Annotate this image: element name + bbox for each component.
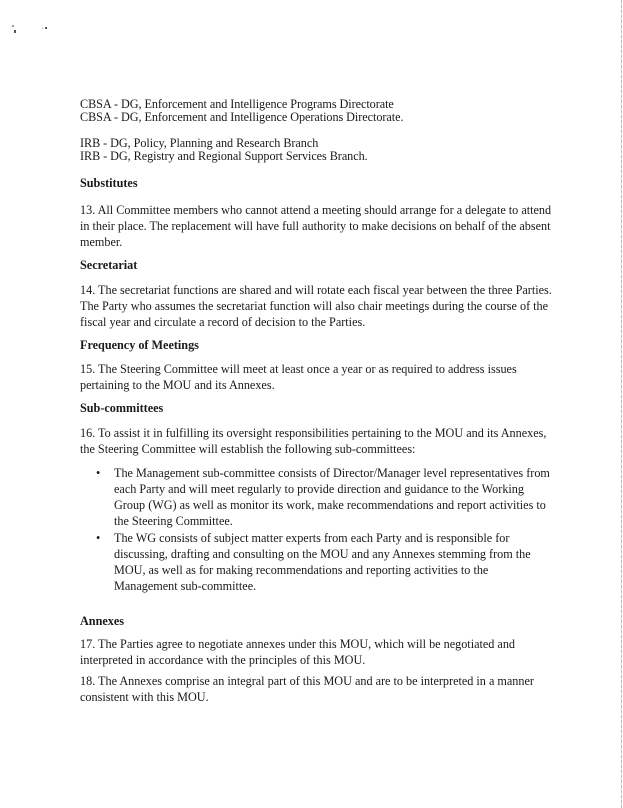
paragraph-line: 15. The Steering Committee will meet at least once a year or as required to address issues bbox=[80, 362, 517, 376]
bullet-line: discussing, drafting and consulting on the MOU and any Annexes stemming from the bbox=[114, 547, 531, 561]
paragraph-16 bbox=[80, 425, 620, 457]
bullet-line: The Management sub-committee consists of Director/Manager level representatives from bbox=[114, 466, 550, 480]
heading-frequency-of-meetings: Frequency of Meetings bbox=[80, 338, 199, 352]
scan-page-edge bbox=[621, 0, 622, 808]
paragraph-line: 13. All Committee members who cannot attend a meeting should arrange for a delegate to attend bbox=[80, 203, 552, 217]
paragraph-line: 18. The Annexes comprise an integral part of this MOU and are to be interpreted in a manner bbox=[80, 674, 534, 688]
scan-speck bbox=[42, 28, 43, 29]
paragraph-line: 17. The Parties agree to negotiate annexes under this MOU, which will be negotiated and bbox=[80, 637, 516, 651]
paragraph-18 bbox=[80, 673, 620, 705]
paragraph-17 bbox=[80, 636, 620, 668]
paragraph-line: fiscal year and circulate a record of decision to the Parties. bbox=[80, 315, 366, 329]
bullet-icon: • bbox=[96, 531, 101, 545]
branch-line-2: IRB - DG, Registry and Regional Support Services Branch. bbox=[80, 149, 368, 163]
scan-speck bbox=[14, 30, 16, 33]
bullet-line: Management sub-committee. bbox=[114, 579, 257, 593]
directorate-line-2: CBSA - DG, Enforcement and Intelligence Operations Directorate. bbox=[80, 110, 404, 124]
paragraph-line: interpreted in accordance with the principles of this MOU. bbox=[80, 653, 366, 667]
paragraph-14 bbox=[80, 282, 620, 330]
bullet-line: The WG consists of subject matter experts from each Party and is responsible for bbox=[114, 531, 510, 545]
bullet-line: the Steering Committee. bbox=[114, 514, 233, 528]
paragraph-line: in their place. The replacement will have full authority to make decisions on behalf of the absent bbox=[80, 219, 551, 233]
paragraph-line: the Steering Committee will establish the following sub-committees: bbox=[80, 442, 416, 456]
heading-annexes: Annexes bbox=[80, 614, 125, 628]
paragraph-13 bbox=[80, 202, 620, 250]
paragraph-line: pertaining to the MOU and its Annexes. bbox=[80, 378, 275, 392]
heading-sub-committees: Sub-committees bbox=[80, 401, 164, 415]
paragraph-line: consistent with this MOU. bbox=[80, 690, 209, 704]
heading-secretariat: Secretariat bbox=[80, 258, 138, 272]
paragraph-line: 14. The secretariat functions are shared and will rotate each fiscal year between the three Parties. bbox=[80, 283, 552, 297]
bullet-line: Group (WG) as well as monitor its work, make recommendations and report activities to bbox=[114, 498, 546, 512]
paragraph-line: member. bbox=[80, 235, 123, 249]
scan-speck bbox=[45, 27, 47, 29]
branch-line-1: IRB - DG, Policy, Planning and Research Branch bbox=[80, 136, 319, 150]
directorate-line-1: CBSA - DG, Enforcement and Intelligence Programs Directorate bbox=[80, 97, 394, 111]
heading-substitutes: Substitutes bbox=[80, 176, 138, 190]
bullet-icon: • bbox=[96, 466, 101, 480]
paragraph-15 bbox=[80, 361, 620, 393]
scan-speck bbox=[12, 25, 14, 27]
bullet-line: each Party and will meet regularly to provide direction and guidance to the Working bbox=[114, 482, 524, 496]
paragraph-line: The Party who assumes the secretariat function will also chair meetings during the course of the bbox=[80, 299, 549, 313]
bullet-line: MOU, as well as for making recommendations and reporting activities to the bbox=[114, 563, 489, 577]
paragraph-line: 16. To assist it in fulfilling its oversight responsibilities pertaining to the MOU and its Annexes, bbox=[80, 426, 547, 440]
